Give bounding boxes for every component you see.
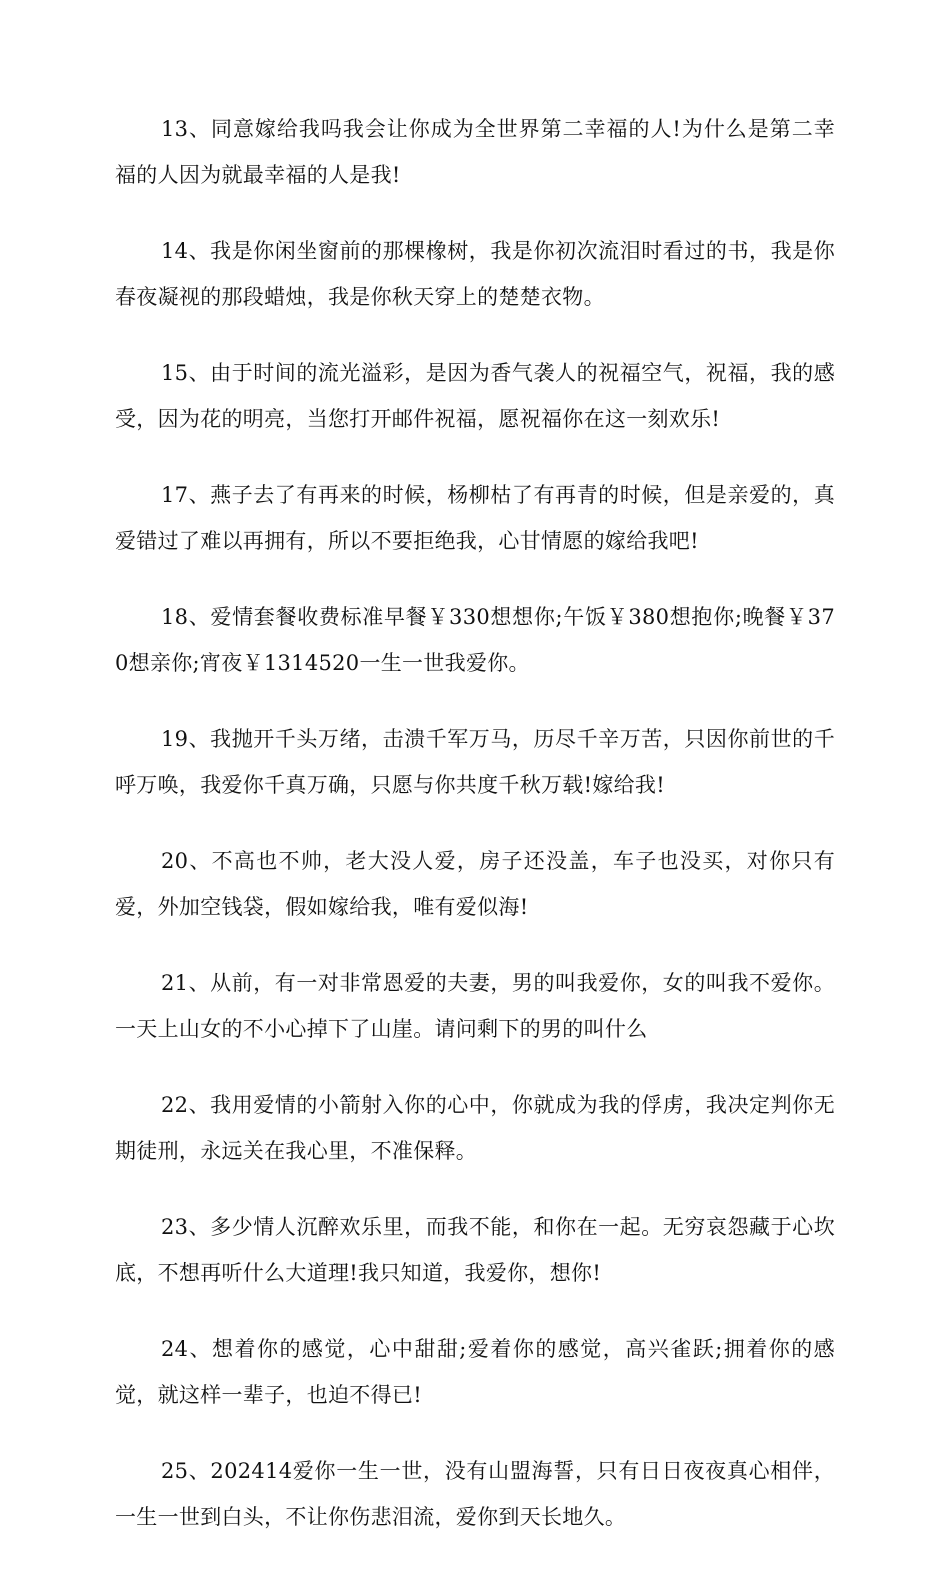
- paragraph-19: 19、我抛开千头万绪，击溃千军万马，历尽千辛万苦，只因你前世的千呼万唤，我爱你千真万确，只愿与你共度千秋万载!嫁给我!: [115, 727, 835, 797]
- paragraph-22: 22、我用爱情的小箭射入你的心中，你就成为我的俘虏，我决定判你无期徒刑，永远关在我心里，不准保释。: [115, 1093, 835, 1163]
- document-page: [115, 106, 835, 1570]
- paragraph-23: 23、多少情人沉醉欢乐里，而我不能，和你在一起。无穷哀怨藏于心坎底，不想再听什么大道理!我只知道，我爱你，想你!: [115, 1215, 835, 1285]
- paragraph-15: 15、由于时间的流光溢彩，是因为香气袭人的祝福空气，祝福，我的感受，因为花的明亮，当您打开邮件祝福，愿祝福你在这一刻欢乐!: [115, 361, 835, 431]
- paragraph-20: 20、不高也不帅，老大没人爱，房子还没盖，车子也没买，对你只有爱，外加空钱袋，假如嫁给我，唯有爱似海!: [115, 849, 835, 919]
- paragraph-25: 25、202414爱你一生一世，没有山盟海誓，只有日日夜夜真心相伴，一生一世到白头，不让你伤悲泪流，爱你到天长地久。: [115, 1459, 835, 1529]
- paragraph-14: 14、我是你闲坐窗前的那棵橡树，我是你初次流泪时看过的书，我是你春夜凝视的那段蜡烛，我是你秋天穿上的楚楚衣物。: [115, 239, 835, 309]
- paragraph-17: 17、燕子去了有再来的时候，杨柳枯了有再青的时候，但是亲爱的，真爱错过了难以再拥有，所以不要拒绝我，心甘情愿的嫁给我吧!: [115, 483, 835, 553]
- paragraph-18: 18、爱情套餐收费标准早餐￥330想想你;午饭￥380想抱你;晚餐￥370想亲你;宵夜￥1314520一生一世我爱你。: [115, 605, 835, 675]
- paragraph-24: 24、想着你的感觉，心中甜甜;爱着你的感觉，高兴雀跃;拥着你的感觉，就这样一辈子，也迫不得已!: [115, 1337, 835, 1407]
- paragraph-21: 21、从前，有一对非常恩爱的夫妻，男的叫我爱你，女的叫我不爱你。一天上山女的不小心掉下了山崖。请问剩下的男的叫什么: [115, 971, 835, 1041]
- paragraph-13: 13、同意嫁给我吗我会让你成为全世界第二幸福的人!为什么是第二幸福的人因为就最幸福的人是我!: [115, 117, 835, 187]
